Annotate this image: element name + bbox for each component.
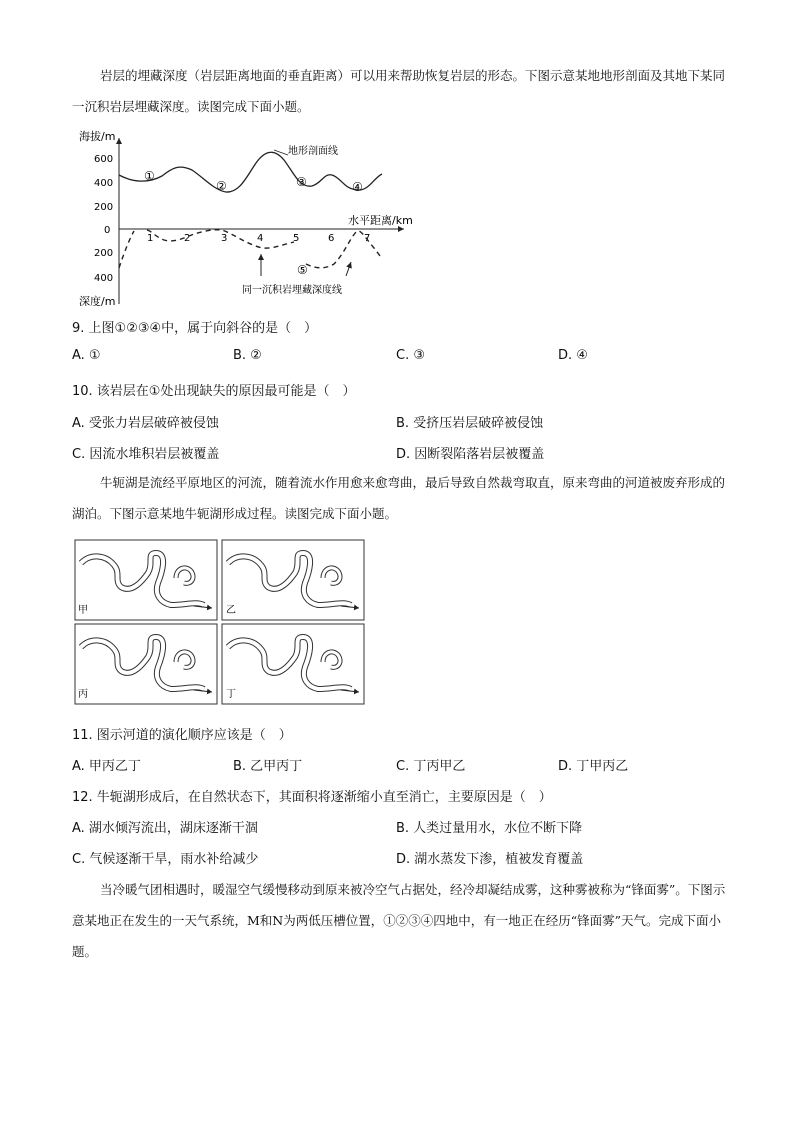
- q11-option-a[interactable]: A. 甲丙乙丁: [72, 759, 141, 774]
- marker-2: ②: [216, 179, 227, 193]
- q10-option-c[interactable]: C. 因流水堆积岩层被覆盖: [72, 447, 220, 462]
- question-11: 11. 图示河道的演化顺序应该是（ ）: [72, 728, 292, 743]
- marker-3: ③: [296, 175, 307, 189]
- intro-paragraph-1: 岩层的埋藏深度（岩层距离地面的垂直距离）可以用来帮助恢复岩层的形态。下图示意某地地形剖面及其地下某同一沉积岩层埋藏深度。读图完成下面小题。: [72, 68, 726, 114]
- q9-option-c[interactable]: C. ③: [396, 348, 425, 363]
- q10-option-d[interactable]: D. 因断裂陷落岩层被覆盖: [396, 447, 545, 462]
- terrain-line-label: 地形剖面线: [288, 146, 338, 157]
- ytick: 400: [94, 178, 114, 189]
- q9-option-d[interactable]: D. ④: [558, 348, 588, 363]
- panel-label: 丁: [226, 689, 236, 700]
- q9-option-a[interactable]: A. ①: [72, 348, 101, 363]
- terrain-profile-line: [119, 152, 382, 192]
- xtick: 3: [221, 233, 228, 244]
- ytick: 200: [94, 248, 114, 259]
- q9-option-b[interactable]: B. ②: [233, 348, 262, 363]
- ytick: 0: [104, 225, 111, 236]
- ytick: 200: [94, 202, 114, 213]
- panel-label: 丙: [78, 689, 88, 700]
- xtick: 7: [364, 233, 371, 244]
- intro-paragraph-3: 当冷暖气团相遇时，暖湿空气缓慢移动到原来被冷空气占据处，经冷却凝结成雾，这种雾被称为“锋面雾”。下图示意某地正在发生的一天气系统，M和N为两低压槽位置，①②③④四地中，有一地正在经历“锋面雾”天气。完成下面小题。: [72, 882, 726, 959]
- depth-line-label: 同一沉积岩埋藏深度线: [242, 285, 342, 296]
- panel-bing: [75, 624, 217, 704]
- q10-option-b[interactable]: B. 受挤压岩层破碎被侵蚀: [396, 416, 544, 431]
- panel-yi: [222, 540, 364, 620]
- ytick: 600: [94, 154, 114, 165]
- xtick: 1: [147, 233, 154, 244]
- ylabel-top: 海拔/m: [79, 130, 116, 143]
- q12-option-d[interactable]: D. 湖水蒸发下渗，植被发育覆盖: [396, 852, 584, 867]
- intro-paragraph-2: 牛轭湖是流经平原地区的河流，随着流水作用愈来愈弯曲，最后导致自然裁弯取直，原来弯曲的河道被废弃形成的湖泊。下图示意某地牛轭湖形成过程。读图完成下面小题。: [72, 475, 726, 521]
- q10-option-a[interactable]: A. 受张力岩层破碎被侵蚀: [72, 416, 219, 431]
- xtick: 6: [328, 233, 335, 244]
- panel-ding: [222, 624, 364, 704]
- question-9: 9. 上图①②③④中，属于向斜谷的是（ ）: [72, 321, 318, 336]
- marker-1: ①: [144, 169, 155, 183]
- panel-jia: [75, 540, 217, 620]
- q12-option-a[interactable]: A. 湖水倾泻流出，湖床逐渐干涸: [72, 821, 258, 836]
- marker-4: ④: [352, 180, 363, 194]
- marker-5: ⑤: [297, 263, 308, 277]
- oxbow-lake-figure: [74, 539, 366, 705]
- q12-option-b[interactable]: B. 人类过量用水，水位不断下降: [396, 821, 583, 836]
- q12-option-c[interactable]: C. 气候逐渐干旱，雨水补给减少: [72, 852, 259, 867]
- panel-label: 乙: [226, 605, 236, 616]
- panel-label: 甲: [78, 605, 88, 616]
- xlabel: 水平距离/km: [348, 214, 413, 227]
- q11-option-b[interactable]: B. 乙甲丙丁: [233, 759, 303, 774]
- ytick: 400: [94, 273, 114, 284]
- q11-option-d[interactable]: D. 丁甲丙乙: [558, 759, 629, 774]
- terrain-profile-figure: [74, 128, 414, 306]
- xtick: 2: [184, 233, 191, 244]
- ylabel-bottom: 深度/m: [79, 295, 116, 306]
- question-12: 12. 牛轭湖形成后，在自然状态下，其面积将逐渐缩小直至消亡，主要原因是（ ）: [72, 790, 552, 805]
- question-10: 10. 该岩层在①处出现缺失的原因最可能是（ ）: [72, 384, 356, 399]
- rock-layer-depth-line: [119, 230, 382, 268]
- q11-option-c[interactable]: C. 丁丙甲乙: [396, 759, 466, 774]
- xtick: 5: [293, 233, 300, 244]
- xtick: 4: [257, 233, 264, 244]
